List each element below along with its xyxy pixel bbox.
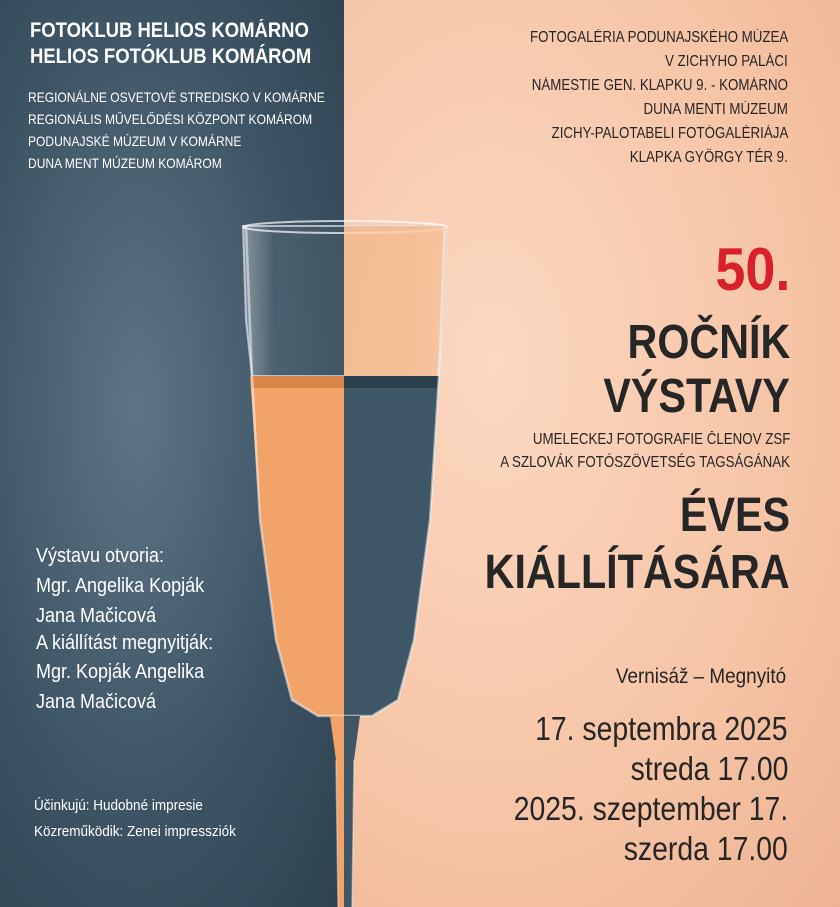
club-name-hu: HELIOS FOTÓKLUB KOMÁROM <box>30 45 312 68</box>
performer-line: Közreműködik: Zenei impressziók <box>34 823 236 840</box>
opening-line: Výstavu otvoria: <box>36 545 165 567</box>
opening-line: A kiállítást megnyitják: <box>36 632 214 654</box>
performer-line: Účinkujú: Hudobné impresie <box>34 797 203 814</box>
edition-number: 50. <box>714 236 790 303</box>
organizer-line: REGIONÁLIS MŰVELŐDÉSI KÖZPONT KOMÁROM <box>28 111 313 127</box>
title-subtitle-sk: UMELECKEJ FOTOGRAFIE ČLENOV ZSF <box>532 431 790 448</box>
date-line: szerda 17.00 <box>623 830 788 867</box>
title-line-2: VÝSTAVY <box>603 370 790 423</box>
opening-line: Jana Mačicová <box>36 605 157 627</box>
venue-line: KLAPKA GYÖRGY TÉR 9. <box>629 149 788 166</box>
organizer-line: PODUNAJSKÉ MÚZEUM V KOMÁRNE <box>28 133 242 149</box>
venue-line: V ZICHYHO PALÁCI <box>665 53 788 70</box>
date-line: streda 17.00 <box>630 750 788 787</box>
title-line-4: KIÁLLÍTÁSÁRA <box>485 546 790 599</box>
venue-line: FOTOGALÉRIA PODUNAJSKÉHO MÚZEA <box>529 29 788 46</box>
organizer-line: REGIONÁLNE OSVETOVÉ STREDISKO V KOMÁRNE <box>28 89 325 105</box>
date-line: 17. septembra 2025 <box>535 710 788 747</box>
organizer-line: DUNA MENT MÚZEUM KOMÁROM <box>28 155 222 171</box>
title-subtitle-hu: A SZLOVÁK FOTÓSZÖVETSÉG TAGSÁGÁNAK <box>500 454 790 471</box>
opening-line: Mgr. Kopják Angelika <box>36 661 205 683</box>
vernissage-label: Vernisáž – Megnyitó <box>615 665 786 688</box>
title-line-1: ROČNÍK <box>627 316 790 369</box>
club-name-sk: FOTOKLUB HELIOS KOMÁRNO <box>30 19 309 42</box>
opening-line: Mgr. Angelika Kopják <box>36 575 205 597</box>
opening-line: Jana Mačicová <box>36 691 157 713</box>
venue-line: DUNA MENTI MÚZEUM <box>643 101 788 118</box>
venue-line: ZICHY-PALOTABELI FOTÓGALÉRIÁJA <box>551 125 788 142</box>
date-line: 2025. szeptember 17. <box>513 790 788 827</box>
venue-line: NÁMESTIE GEN. KLAPKU 9. - KOMÁRNO <box>531 77 788 94</box>
title-line-3: ÉVES <box>679 489 790 542</box>
